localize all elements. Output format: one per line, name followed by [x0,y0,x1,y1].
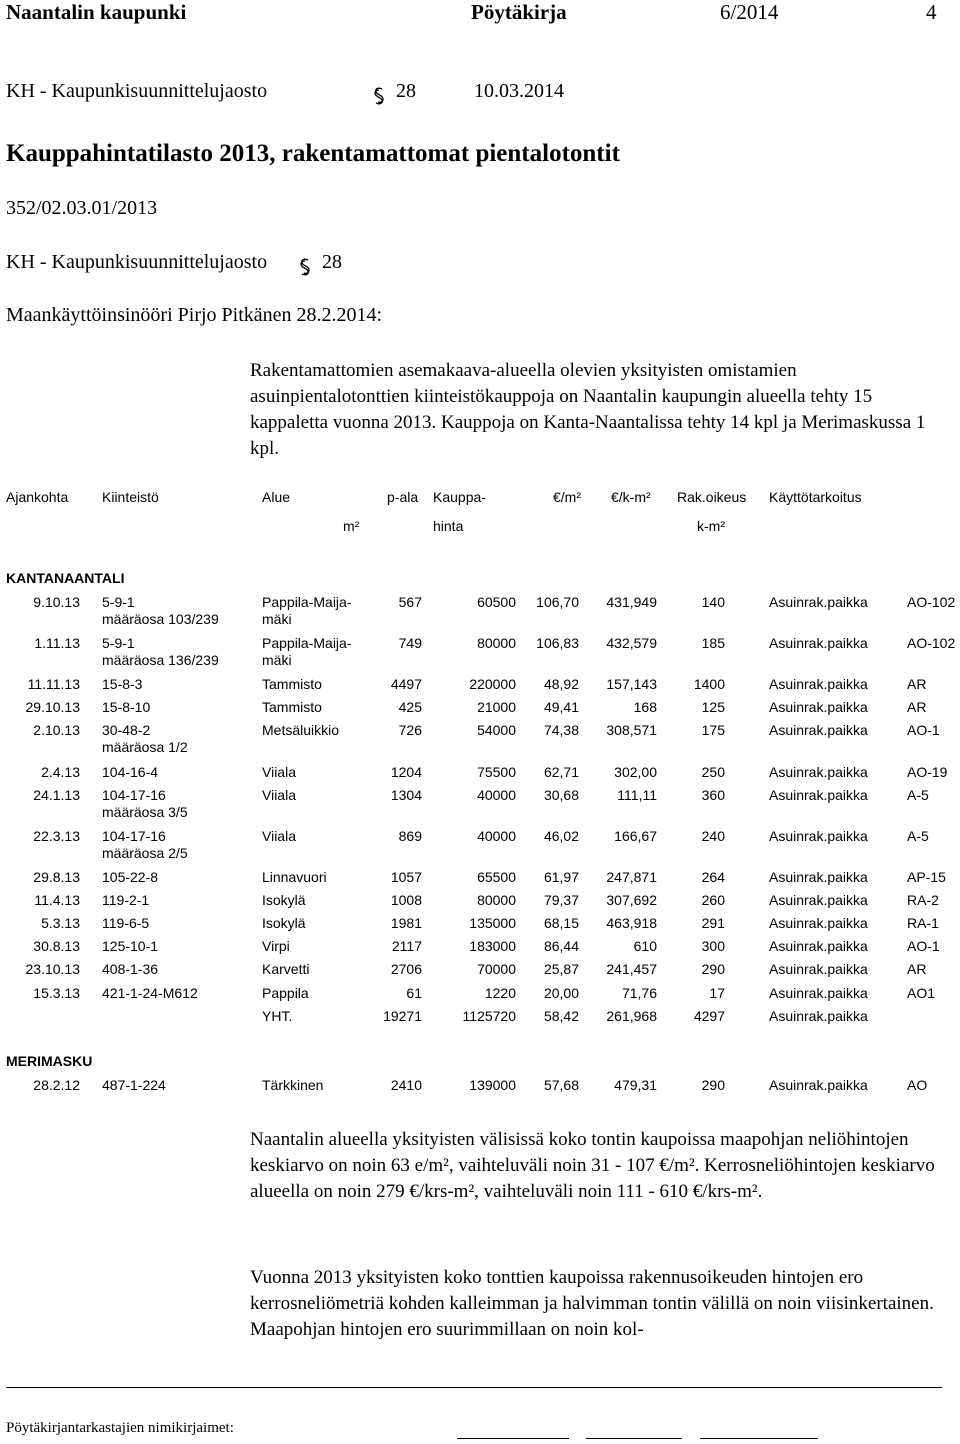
cell-price: 40000 [477,828,516,844]
cell-area: Isokylä [262,892,306,908]
cell-price-per-m2: 49,41 [543,699,579,715]
section-number: 28 [396,80,416,102]
cell-price-per-m2: 79,37 [543,892,579,908]
cell-property: 105-22-8 [102,869,159,885]
cell-area: Pappila [262,985,309,1001]
cell-date: 15.3.13 [33,985,80,1001]
cell-date: 23.10.13 [25,961,80,977]
cell-plot-area: 2706 [390,961,422,977]
signature-line-3 [700,1438,818,1439]
cell-price-per-m2: 25,87 [543,961,579,977]
cell-zone-code: AO1 [907,985,936,1001]
cell-area: Tärkkinen [262,1077,324,1093]
cell-price-per-m2: 30,68 [543,787,579,803]
cell-plot-area: 4497 [390,676,422,692]
cell-date: 24.1.13 [33,787,80,803]
col-header-ekm2: €/k-m² [611,489,651,505]
cell-usage: Asuinrak.paikka [769,787,868,803]
cell-area: Viiala [262,764,296,780]
doc-number: 6/2014 [720,0,779,24]
cell-price-per-m2: 106,83 [536,635,579,651]
cell-price: 135000 [469,915,516,931]
cell-price: 75500 [477,764,516,780]
cell-zone-code: RA-1 [907,915,939,931]
cell-price-per-km2: 157,143 [606,676,657,692]
col-header-rak: Rak.oikeus [677,489,747,505]
cell-building-right: 260 [701,892,725,908]
cell-price-per-m2: 61,97 [543,869,579,885]
cell-price-per-km2: 432,579 [606,635,657,651]
cell-property: 408-1-36 [102,961,159,977]
col-header-kauppa-2: hinta [433,518,464,534]
cell-usage: Asuinrak.paikka [769,594,868,610]
meeting-body-repeat: KH - Kaupunkisuunnittelujaosto [6,251,268,273]
cell-price: 70000 [477,961,516,977]
cell-price-per-km2: 261,968 [606,1008,657,1024]
preparer-line: Maankäyttöinsinööri Pirjo Pitkänen 28.2.2014: [6,304,383,326]
cell-usage: Asuinrak.paikka [769,1077,868,1093]
cell-property: 30-48-2 [102,722,151,738]
cell-zone-code: AR [907,699,927,715]
cell-plot-area: 1981 [390,915,422,931]
cell-price-per-km2: 463,918 [606,915,657,931]
conclusion-paragraph-1: Naantalin alueella yksityisten välisissä koko tontin kaupoissa maapohjan neliöhintojen keskiarvo on noin 63 e/m², vaihteluväli noin 31 - 107 €/m². Kerrosneliöhintojen keskiarvo alueella on noin 279 €/krs-m², vaihteluväli noin 111 - 610 €/krs-m². [250,1129,935,1202]
cell-plot-area: 1204 [390,764,422,780]
cell-building-right: 1400 [693,676,725,692]
cell-building-right: 264 [701,869,725,885]
cell-date: 2.10.13 [33,722,80,738]
cell-plot-area: 567 [398,594,422,610]
cell-zone-code: AO [907,1077,928,1093]
intro-paragraph: Rakentamattomien asemakaava-alueella olevien yksityisten omistamien asuinpientalotonttien kiinteistökauppoja on Naantalin kaupungin alueella tehty 15 kappaletta vuonna 2013. Kauppoja on Kanta-Naantalissa tehty 14 kpl ja Merimaskussa 1 kpl. [250,360,926,459]
cell-plot-area: 61 [406,985,422,1001]
reference-number: 352/02.03.01/2013 [6,197,158,219]
cell-property: 104-16-4 [102,764,159,780]
cell-price-per-m2: 74,38 [543,722,579,738]
cell-zone-code: AR [907,961,927,977]
cell-property: 5-9-1 [102,635,135,651]
cell-price-per-km2: 168 [633,699,657,715]
cell-area: Metsäluikkio [262,722,340,738]
cell-usage: Asuinrak.paikka [769,699,868,715]
cell-zone-code: AO-102 [907,635,956,651]
cell-usage: Asuinrak.paikka [769,722,868,738]
cell-property-share: määräosa 136/239 [102,652,219,668]
cell-price: 60500 [477,594,516,610]
cell-zone-code: A-5 [907,787,929,803]
cell-price-per-km2: 610 [633,938,657,954]
cell-building-right: 291 [701,915,725,931]
cell-zone-code: AO-1 [907,938,940,954]
cell-date: 5.3.13 [41,915,80,931]
section-merimasku: MERIMASKU [6,1053,93,1069]
col-header-ajankohta: Ajankohta [6,489,69,505]
cell-zone-code: AO-19 [907,764,948,780]
cell-property-share: määräosa 103/239 [102,611,219,627]
cell-building-right: 185 [701,635,725,651]
section-number-repeat: 28 [322,251,342,273]
cell-price: 65500 [477,869,516,885]
cell-plot-area: 19271 [383,1008,422,1024]
cell-price: 21000 [477,699,516,715]
cell-price-per-m2: 57,68 [543,1077,579,1093]
cell-price-per-km2: 71,76 [621,985,657,1001]
cell-date: 2.4.13 [41,764,80,780]
cell-building-right: 4297 [693,1008,725,1024]
doc-type: Pöytäkirja [471,0,567,24]
cell-zone-code: AR [907,676,927,692]
cell-price: 80000 [477,635,516,651]
meeting-body: KH - Kaupunkisuunnittelujaosto [6,80,268,102]
signature-line-2 [586,1438,682,1439]
cell-plot-area: 2410 [390,1077,422,1093]
cell-price: 1125720 [462,1008,516,1024]
footer-divider [6,1387,942,1388]
cell-building-right: 360 [701,787,725,803]
cell-price: 54000 [477,722,516,738]
org-name: Naantalin kaupunki [6,0,187,24]
cell-date: 1.11.13 [34,635,80,651]
cell-price-per-km2: 111,11 [617,787,657,803]
cell-area: Tammisto [262,699,322,715]
cell-usage: Asuinrak.paikka [769,892,868,908]
cell-date: 11.4.13 [34,892,80,908]
cell-usage: Asuinrak.paikka [769,915,868,931]
cell-building-right: 125 [701,699,725,715]
conclusion-paragraph-2: Vuonna 2013 yksityisten koko tonttien kaupoissa rakennusoikeuden hintojen ero kerrosneliömetriä kohden kalleimman ja halvimman tontin välillä on noin viisinkertainen. Maapohjan hintojen ero suurimmillaan on noin kol- [250,1267,934,1340]
cell-price-per-m2: 62,71 [543,764,579,780]
col-header-kauppa: Kauppa- [433,489,486,505]
cell-property-share: määräosa 2/5 [102,845,188,861]
cell-date: 9.10.13 [33,594,80,610]
cell-price-per-m2: 20,00 [543,985,579,1001]
cell-date: 30.8.13 [33,938,80,954]
cell-plot-area: 1057 [390,869,422,885]
cell-area-cont: mäki [262,652,292,668]
col-header-kiinteisto: Kiinteistö [102,489,159,505]
cell-price-per-km2: 166,67 [614,828,657,844]
cell-usage: Asuinrak.paikka [769,828,868,844]
cell-price-per-km2: 302,00 [614,764,657,780]
cell-plot-area: 869 [398,828,422,844]
cell-plot-area: 425 [398,699,422,715]
cell-property: 104-17-16 [102,828,166,844]
cell-property: 119-2-1 [102,892,150,908]
cell-usage: Asuinrak.paikka [769,635,868,651]
cell-area: Isokylä [262,915,306,931]
cell-area: Pappila-Maija- [262,594,352,610]
cell-building-right: 290 [701,1077,725,1093]
cell-property: 104-17-16 [102,787,166,803]
cell-area: Linnavuori [262,869,327,885]
cell-area: YHT. [262,1008,293,1024]
cell-property: 5-9-1 [102,594,135,610]
cell-price-per-km2: 431,949 [606,594,657,610]
meeting-date: 10.03.2014 [474,80,564,102]
cell-area: Karvetti [262,961,310,977]
cell-property: 125-10-1 [102,938,159,954]
cell-usage: Asuinrak.paikka [769,961,868,977]
cell-property: 15-8-3 [102,676,143,692]
cell-price: 1220 [484,985,516,1001]
section-kantanaantali: KANTANAANTALI [6,570,125,586]
cell-area: Viiala [262,787,296,803]
signatures-label: Pöytäkirjantarkastajien nimikirjaimet: [6,1420,234,1436]
cell-date: 29.8.13 [33,869,80,885]
cell-area: Viiala [262,828,296,844]
cell-property: 487-1-224 [102,1077,166,1093]
page-title: Kauppahintatilasto 2013, rakentamattomat pientalotontit [6,140,620,167]
cell-area-cont: mäki [262,611,292,627]
cell-building-right: 250 [701,764,725,780]
cell-date: 11.11.13 [27,676,80,692]
cell-zone-code: AP-15 [907,869,946,885]
col-header-pala-unit: m² [343,518,360,534]
cell-price: 40000 [477,787,516,803]
cell-property-share: määräosa 1/2 [102,739,188,755]
cell-zone-code: RA-2 [907,892,939,908]
cell-date: 28.2.12 [33,1077,80,1093]
cell-price-per-m2: 58,42 [543,1008,579,1024]
cell-price-per-m2: 48,92 [543,676,579,692]
cell-price-per-m2: 86,44 [543,938,579,954]
col-header-pala: p-ala [387,489,419,505]
cell-building-right: 240 [701,828,725,844]
cell-zone-code: AO-1 [907,722,940,738]
cell-price-per-m2: 46,02 [543,828,579,844]
cell-building-right: 290 [701,961,725,977]
cell-price: 220000 [469,676,516,692]
col-header-em2: €/m² [553,489,581,505]
cell-usage: Asuinrak.paikka [769,764,868,780]
cell-property-share: määräosa 3/5 [102,804,188,820]
cell-zone-code: A-5 [907,828,929,844]
cell-building-right: 175 [701,722,725,738]
signature-line-1 [457,1438,569,1439]
col-header-alue: Alue [262,489,291,505]
cell-plot-area: 726 [398,722,422,738]
section-symbol-icon-2 [298,257,312,282]
cell-usage: Asuinrak.paikka [769,938,868,954]
cell-property: 15-8-10 [102,699,151,715]
cell-date: 22.3.13 [33,828,80,844]
cell-property: 421-1-24-M612 [102,985,198,1001]
cell-price-per-km2: 479,31 [614,1077,657,1093]
cell-area: Tammisto [262,676,322,692]
cell-price: 183000 [469,938,516,954]
cell-price-per-km2: 307,692 [606,892,657,908]
cell-date: 29.10.13 [25,699,80,715]
cell-plot-area: 1304 [390,787,422,803]
cell-property: 119-6-5 [102,915,150,931]
cell-price-per-m2: 68,15 [543,915,579,931]
cell-area: Virpi [262,938,290,954]
cell-price: 139000 [469,1077,516,1093]
cell-building-right: 140 [701,594,725,610]
section-symbol-icon [372,86,386,110]
cell-usage: Asuinrak.paikka [769,1008,868,1024]
cell-price-per-km2: 241,457 [606,961,657,977]
cell-plot-area: 749 [398,635,422,651]
cell-building-right: 17 [709,985,725,1001]
cell-usage: Asuinrak.paikka [769,869,868,885]
cell-building-right: 300 [701,938,725,954]
cell-zone-code: AO-102 [907,594,956,610]
cell-plot-area: 2117 [391,938,422,954]
cell-usage: Asuinrak.paikka [769,676,868,692]
col-header-rak-unit: k-m² [697,518,725,534]
cell-area: Pappila-Maija- [262,635,352,651]
cell-usage: Asuinrak.paikka [769,985,868,1001]
page-number: 4 [926,0,937,24]
cell-plot-area: 1008 [390,892,422,908]
cell-price-per-km2: 247,871 [606,869,657,885]
col-header-kaytto: Käyttötarkoitus [769,489,862,505]
cell-price: 80000 [477,892,516,908]
cell-price-per-m2: 106,70 [536,594,579,610]
cell-price-per-km2: 308,571 [606,722,657,738]
